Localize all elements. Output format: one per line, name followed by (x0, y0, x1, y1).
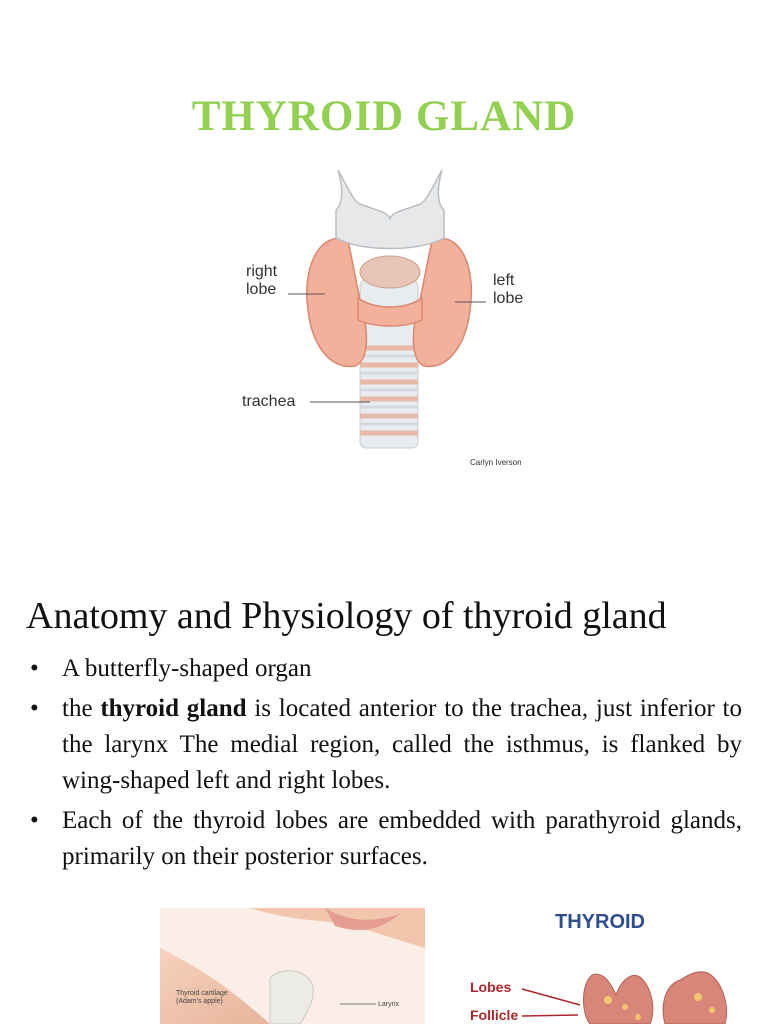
neck-photo (160, 908, 425, 1024)
thyroid-cartilage-label-line1: Thyroid cartilage (176, 990, 228, 997)
bullet-list (30, 651, 742, 879)
image-credit: Carlyn Iverson (470, 458, 522, 467)
thyroid-illustration (230, 160, 550, 480)
neck-leader-lines (160, 908, 425, 1024)
bullet-text: Each of the thyroid lobes are embedded with parathyroid glands, primarily on their posterior surfaces. (62, 807, 742, 870)
thyroid-drawing (230, 160, 550, 480)
bullet-item (30, 803, 742, 875)
thyroid-diagram (460, 905, 768, 1024)
left-lobe-label-line1: left (493, 272, 515, 289)
left-lobe-label-line2: lobe (493, 290, 524, 307)
left-lobe-label (493, 272, 523, 308)
lobes-label: Lobes (470, 979, 512, 995)
bullet-marker: • (30, 655, 39, 682)
follicle-label: Follicle (470, 1007, 519, 1023)
bullet-text-bold: thyroid gland (100, 695, 247, 722)
section-heading: Anatomy and Physiology of thyroid gland (26, 595, 667, 637)
trachea-label: trachea (242, 393, 296, 410)
bullet-marker: • (30, 807, 39, 834)
thyroid-diagram-title: THYROID (555, 911, 645, 933)
thyroid-cartilage-label-line2: (Adam's apple) (176, 998, 223, 1005)
larynx-label: Larynx (378, 1001, 400, 1008)
bullet-text-post: is located anterior to the trachea, just inferior to the larynx The medial region, called the isthmus, is flanked by wing-shaped left and right lobes. (62, 695, 742, 794)
bullet-marker: • (30, 695, 39, 722)
bullet-text-pre: the (62, 695, 101, 722)
bullet-item (30, 691, 742, 799)
right-lobe-label (246, 263, 277, 299)
slide-title: THYROID GLAND (191, 93, 577, 140)
bullet-item (30, 651, 742, 687)
bullet-text: A butterfly-shaped organ (62, 655, 312, 682)
right-lobe-label-line2: lobe (246, 281, 277, 298)
right-lobe-label-line1: right (246, 263, 278, 280)
